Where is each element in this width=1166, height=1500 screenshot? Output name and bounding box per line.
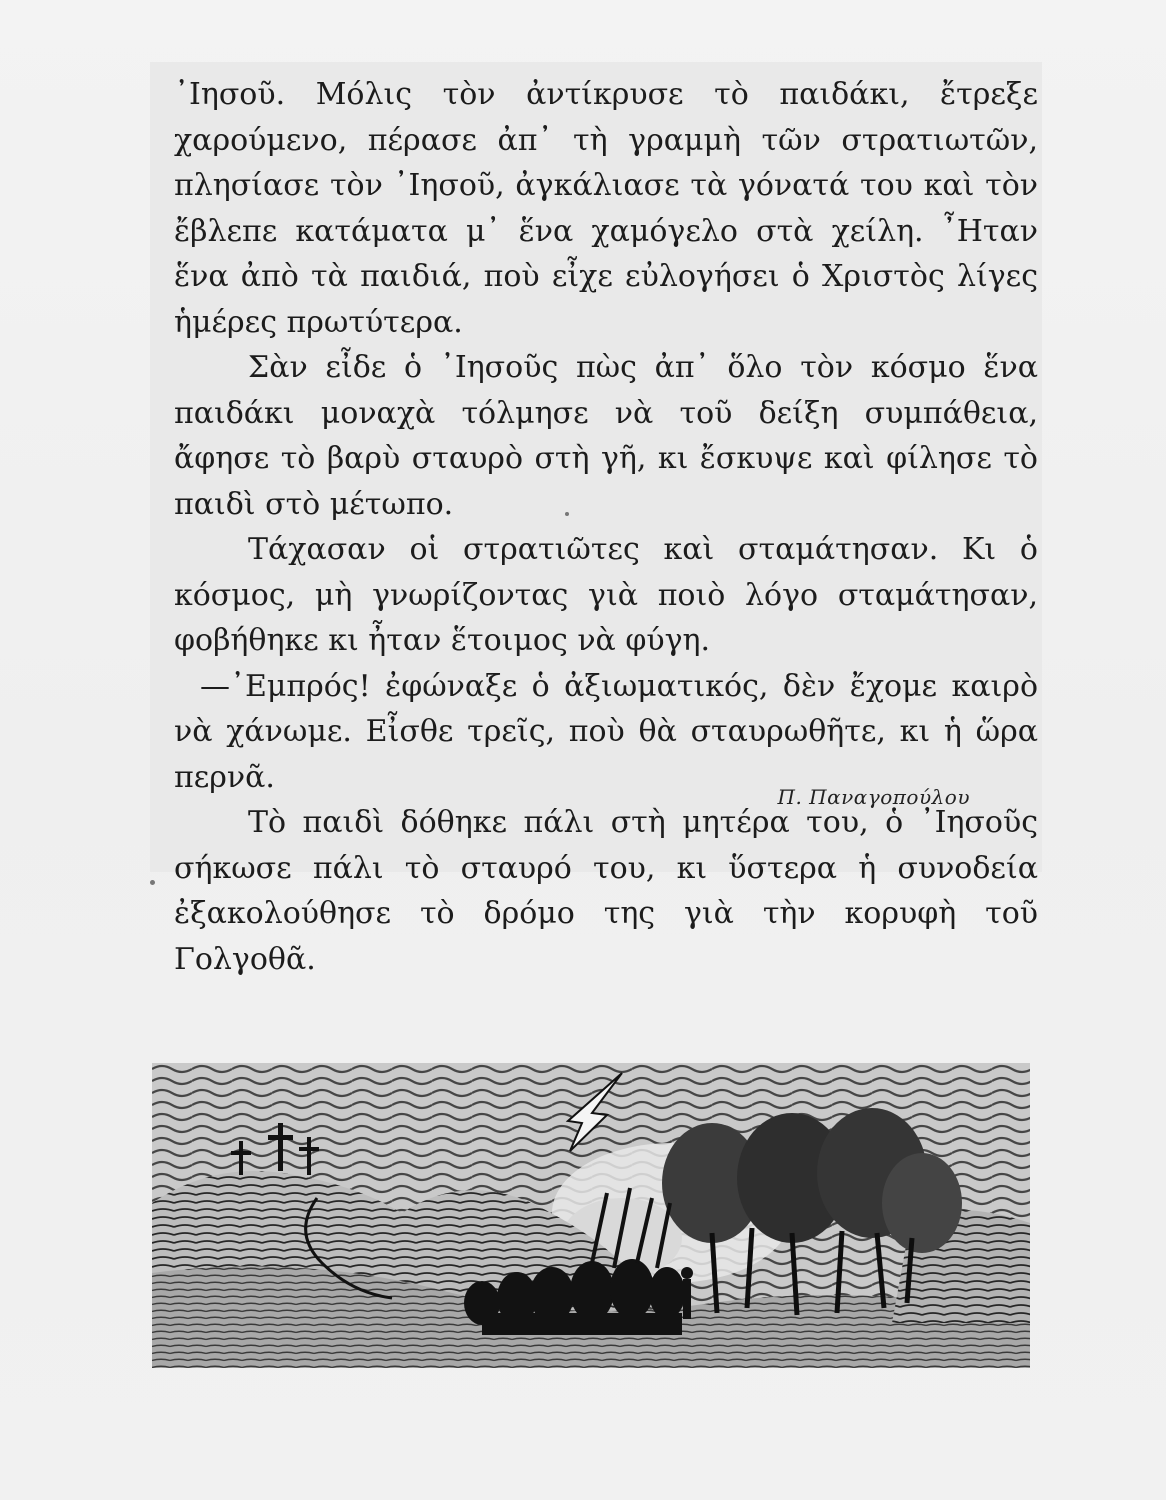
story-text: [174, 72, 1038, 982]
paragraph-4: —᾿Εμπρός! ἐφώναξε ὁ ἀξιωματικός, δὲν ἔχομε καιρὸ νὰ χάνωμε. Εἶσθε τρεῖς, ποὺ θὰ σταυρωθῆτε, κι ἡ ὥρα περνᾶ.: [174, 668, 1038, 795]
scan-speck: [150, 880, 155, 885]
author-signature: Π. Παναγοπούλου: [777, 785, 970, 809]
scan-speck: [565, 512, 569, 516]
paragraph-1: ᾿Ιησοῦ. Μόλις τὸν ἀντίκρυσε τὸ παιδάκι, ἔτρεξε χαρούμενο, πέρασε ἀπ᾿ τὴ γραμμὴ τῶν στρατιωτῶν, πλησίασε τὸν ᾿Ιησοῦ, ἀγκάλιασε τὰ γόνατά του καὶ τὸν ἔβλεπε κατάματα μ᾿ ἕνα χαμόγελο στὰ χείλη. ῏Ηταν ἕνα ἀπὸ τὰ παιδιά, ποὺ εἶχε εὐλογήσει ὁ Χριστὸς λίγες ἡμέρες πρωτύτερα.: [174, 77, 1038, 340]
woodcut-illustration: [152, 1063, 1030, 1368]
paragraph-3: Τάχασαν οἱ στρατιῶτες καὶ σταμάτησαν. Κι ὁ κόσμος, μὴ γνωρίζοντας γιὰ ποιὸ λόγο σταμάτησαν, φοβήθηκε κι ἦταν ἕτοιμος νὰ φύγη.: [174, 532, 1038, 658]
woodcut-svg: [152, 1063, 1030, 1368]
cross-right-icon: [307, 1137, 311, 1175]
cross-left-icon: [239, 1141, 243, 1175]
paragraph-5: Τὸ παιδὶ δόθηκε πάλι στὴ μητέρα του, ὁ ᾿Ιησοῦς σήκωσε πάλι τὸ σταυρό του, κι ὕστερα ἡ συνοδεία ἐξακολούθησε τὸ δρόμο της γιὰ τὴν κορυφὴ τοῦ Γολγοθᾶ.: [174, 805, 1038, 977]
cross-center-icon: [278, 1123, 283, 1171]
paragraph-2: Σὰν εἶδε ὁ ᾿Ιησοῦς πὼς ἀπ᾿ ὅλο τὸν κόσμο ἕνα παιδάκι μοναχὰ τόλμησε νὰ τοῦ δείξη συμπάθεια, ἄφησε τὸ βαρὺ σταυρὸ στὴ γῆ, κι ἔσκυψε καὶ φίλησε τὸ παιδὶ στὸ μέτωπο.: [174, 350, 1038, 522]
